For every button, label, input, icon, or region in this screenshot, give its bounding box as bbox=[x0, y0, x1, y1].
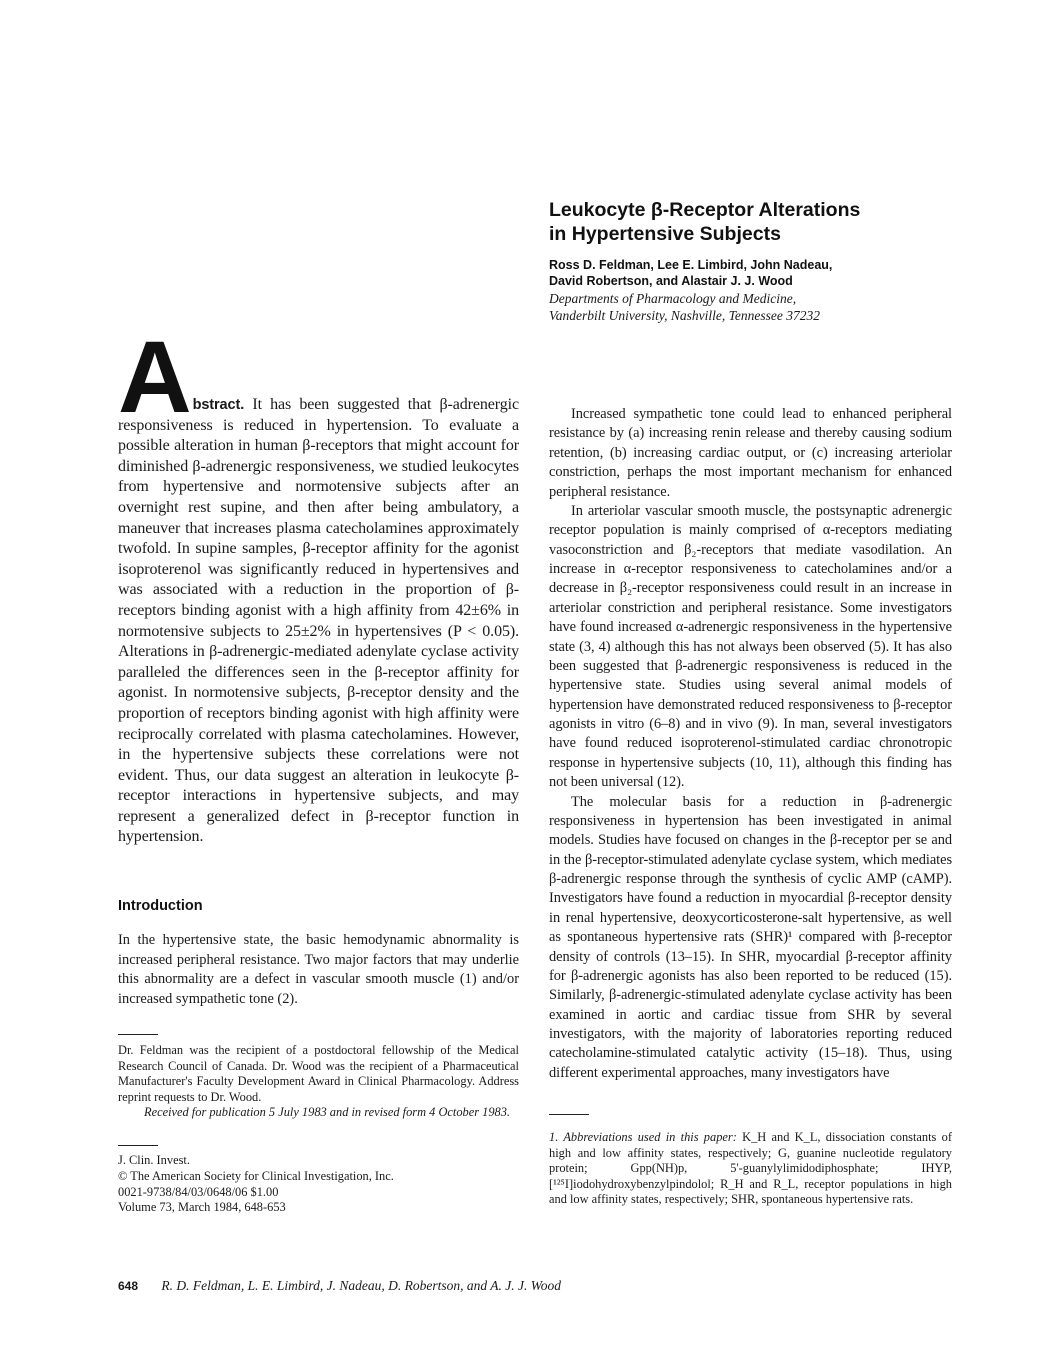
copyright-line: © The American Society for Clinical Investigation, Inc. bbox=[118, 1168, 394, 1183]
affiliation-line-1: Departments of Pharmacology and Medicine, bbox=[549, 291, 797, 306]
abbreviations-label: 1. Abbreviations used in this paper: bbox=[549, 1130, 737, 1144]
abstract-drop-cap: A bbox=[118, 320, 192, 434]
body-paragraph-2: In arteriolar vascular smooth muscle, the postsynaptic adrenergic receptor population is mainly comprised of α-receptors mediating vasoconstriction and β₂-receptors that mediate vasodilation. An increase in α-receptor responsiveness to catecholamines and/or a decrease in β₂-receptor responsiveness could result in an increase in arteriolar constriction and peripheral resistance. Some investigators have found increased α-adrenergic responsiveness in the hypertensive state (3, 4) although this has not always been observed (5). It has also been suggested that β-adrenergic responsiveness is reduced in the hypertensive state. Studies using several animal models of hypertension have demonstrated reduced responsiveness to β-receptor agonists in vitro (6–8) and in vivo (9). In man, several investigators have found reduced isoproterenol-stimulated cardiac chronotropic response in hypertensive subjects (10, 11), although this finding has not been universal (12). bbox=[549, 502, 952, 791]
authors-line-2: David Robertson, and Alastair J. J. Wood bbox=[549, 274, 793, 288]
running-authors: R. D. Feldman, L. E. Limbird, J. Nadeau, D. Robertson, and A. J. J. Wood bbox=[161, 1278, 562, 1293]
page-number: 648 bbox=[118, 1279, 139, 1293]
received-date: Received for publication 5 July 1983 and in revised form 4 October 1983. bbox=[144, 1105, 511, 1120]
affiliation-line-2: Vanderbilt University, Nashville, Tennessee 37232 bbox=[549, 308, 820, 323]
abstract bbox=[118, 320, 519, 848]
funding-footnote bbox=[118, 1043, 519, 1121]
title-line-1: Leukocyte β-Receptor Alterations bbox=[549, 199, 861, 221]
journal-info-rule bbox=[118, 1145, 158, 1146]
footnote-rule-right bbox=[549, 1114, 589, 1115]
abstract-text: It has been suggested that β-adrenergic responsiveness is reduced in hypertension. To evaluate a possible alteration in human β-receptors that might account for diminished β-adrenergic responsiveness, we studied leukocytes from hypertensive and normotensive subjects after an overnight rest supine, and then after being ambulatory, a maneuver that increases plasma catecholamines approximately twofold. In supine samples, β-receptor affinity for the agonist isoproterenol was significantly reduced in hypertensives and was associated with a reduction in the proportion of β-receptors binding agonist with a high affinity from 42±6% in normotensive subjects to 25±2% in hypertensives (P < 0.05). Alterations in β-adrenergic-mediated adenylate cyclase activity paralleled the differences seen in the β-receptor affinity for agonist. In normotensive subjects, β-receptor density and the proportion of receptors binding agonist with high affinity were reciprocally correlated with plasma catecholamines. However, in the hypertensive subjects these correlations were not evident. Thus, our data suggest an alteration in leukocyte β-receptor interactions in hypertensive subjects, and may represent a generalized defect in β-receptor function in hypertension. bbox=[118, 396, 519, 846]
journal-info bbox=[118, 1153, 519, 1216]
abbreviations-text: K_H and K_L, dissociation constants of high and low affinity states, respectively; G, guanine nucleotide regulatory protein; Gpp(NH)p, 5'-guanylylimidodiphosphate; IHYP, [¹²⁵I]iodohydroxybenzylpindolol; R_H and R_L, receptor populations in high and low affinity states, respectively; SHR, spontaneous hypertensive rats. bbox=[549, 1130, 952, 1207]
body-paragraph-1: Increased sympathetic tone could lead to enhanced peripheral resistance by (a) increasing renin release and thereby causing sodium retention, (b) increasing cardiac output, or (c) increasing arteriolar constriction, perhaps the most important mechanism for enhanced peripheral resistance. bbox=[549, 406, 952, 500]
affiliation bbox=[549, 290, 969, 324]
abbreviations-footnote bbox=[549, 1130, 952, 1208]
journal-name: J. Clin. Invest. bbox=[118, 1153, 190, 1167]
title-line-2: in Hypertensive Subjects bbox=[549, 223, 781, 245]
abstract-lead: bstract. bbox=[192, 397, 245, 413]
funding-footnote-text: Dr. Feldman was the recipient of a postdoctoral fellowship of the Medical Research Council of Canada. Dr. Wood was the recipient of a Pharmaceutical Manufacturer's Faculty Development Award in Clinical Pharmacology. Address reprint requests to Dr. Wood. bbox=[118, 1043, 519, 1104]
issn-line: 0021-9738/84/03/0648/06 $1.00 bbox=[118, 1184, 279, 1199]
body-paragraph-3: The molecular basis for a reduction in β-adrenergic responsiveness in hypertension has been investigated in animal models. Studies have focused on changes in the β-receptor per se and in the β-receptor-stimulated adenylate cyclase system, which mediates β-adrenergic response through the synthesis of cyclic AMP (cAMP). Investigators have found a reduction in myocardial β-receptor density in renal hypertensive, deoxycorticosterone-salt hypertensive, as well as spontaneous hypertensive rats (SHR)¹ compared with β-receptor density of controls (13–15). In SHR, myocardial β-receptor affinity for β-adrenergic agonists has also been reported to be reduced (15). Similarly, β-adrenergic-stimulated adenylate cyclase activity has been examined in aortic and cardiac tissue from SHR by several investigators, with the majority of laboratories reporting reduced catecholamine-stimulated catalytic activity (15–18). Thus, using different experimental approaches, many investigators have bbox=[549, 793, 952, 1081]
volume-line: Volume 73, March 1984, 648-653 bbox=[118, 1200, 286, 1215]
page-footer bbox=[118, 1277, 818, 1295]
introduction-paragraph: In the hypertensive state, the basic hemodynamic abnormality is increased peripheral resistance. Two major factors that may underlie this abnormality are a defect in vascular smooth muscle (1) and/or increased sympathetic tone (2). bbox=[118, 932, 519, 1007]
introduction-heading: Introduction bbox=[118, 898, 203, 914]
authors-line-1: Ross D. Feldman, Lee E. Limbird, John Nadeau, bbox=[549, 258, 833, 272]
author-list bbox=[549, 257, 969, 289]
body-column-right bbox=[549, 405, 952, 1083]
article-title bbox=[549, 198, 989, 246]
footnote-rule-left bbox=[118, 1034, 158, 1035]
